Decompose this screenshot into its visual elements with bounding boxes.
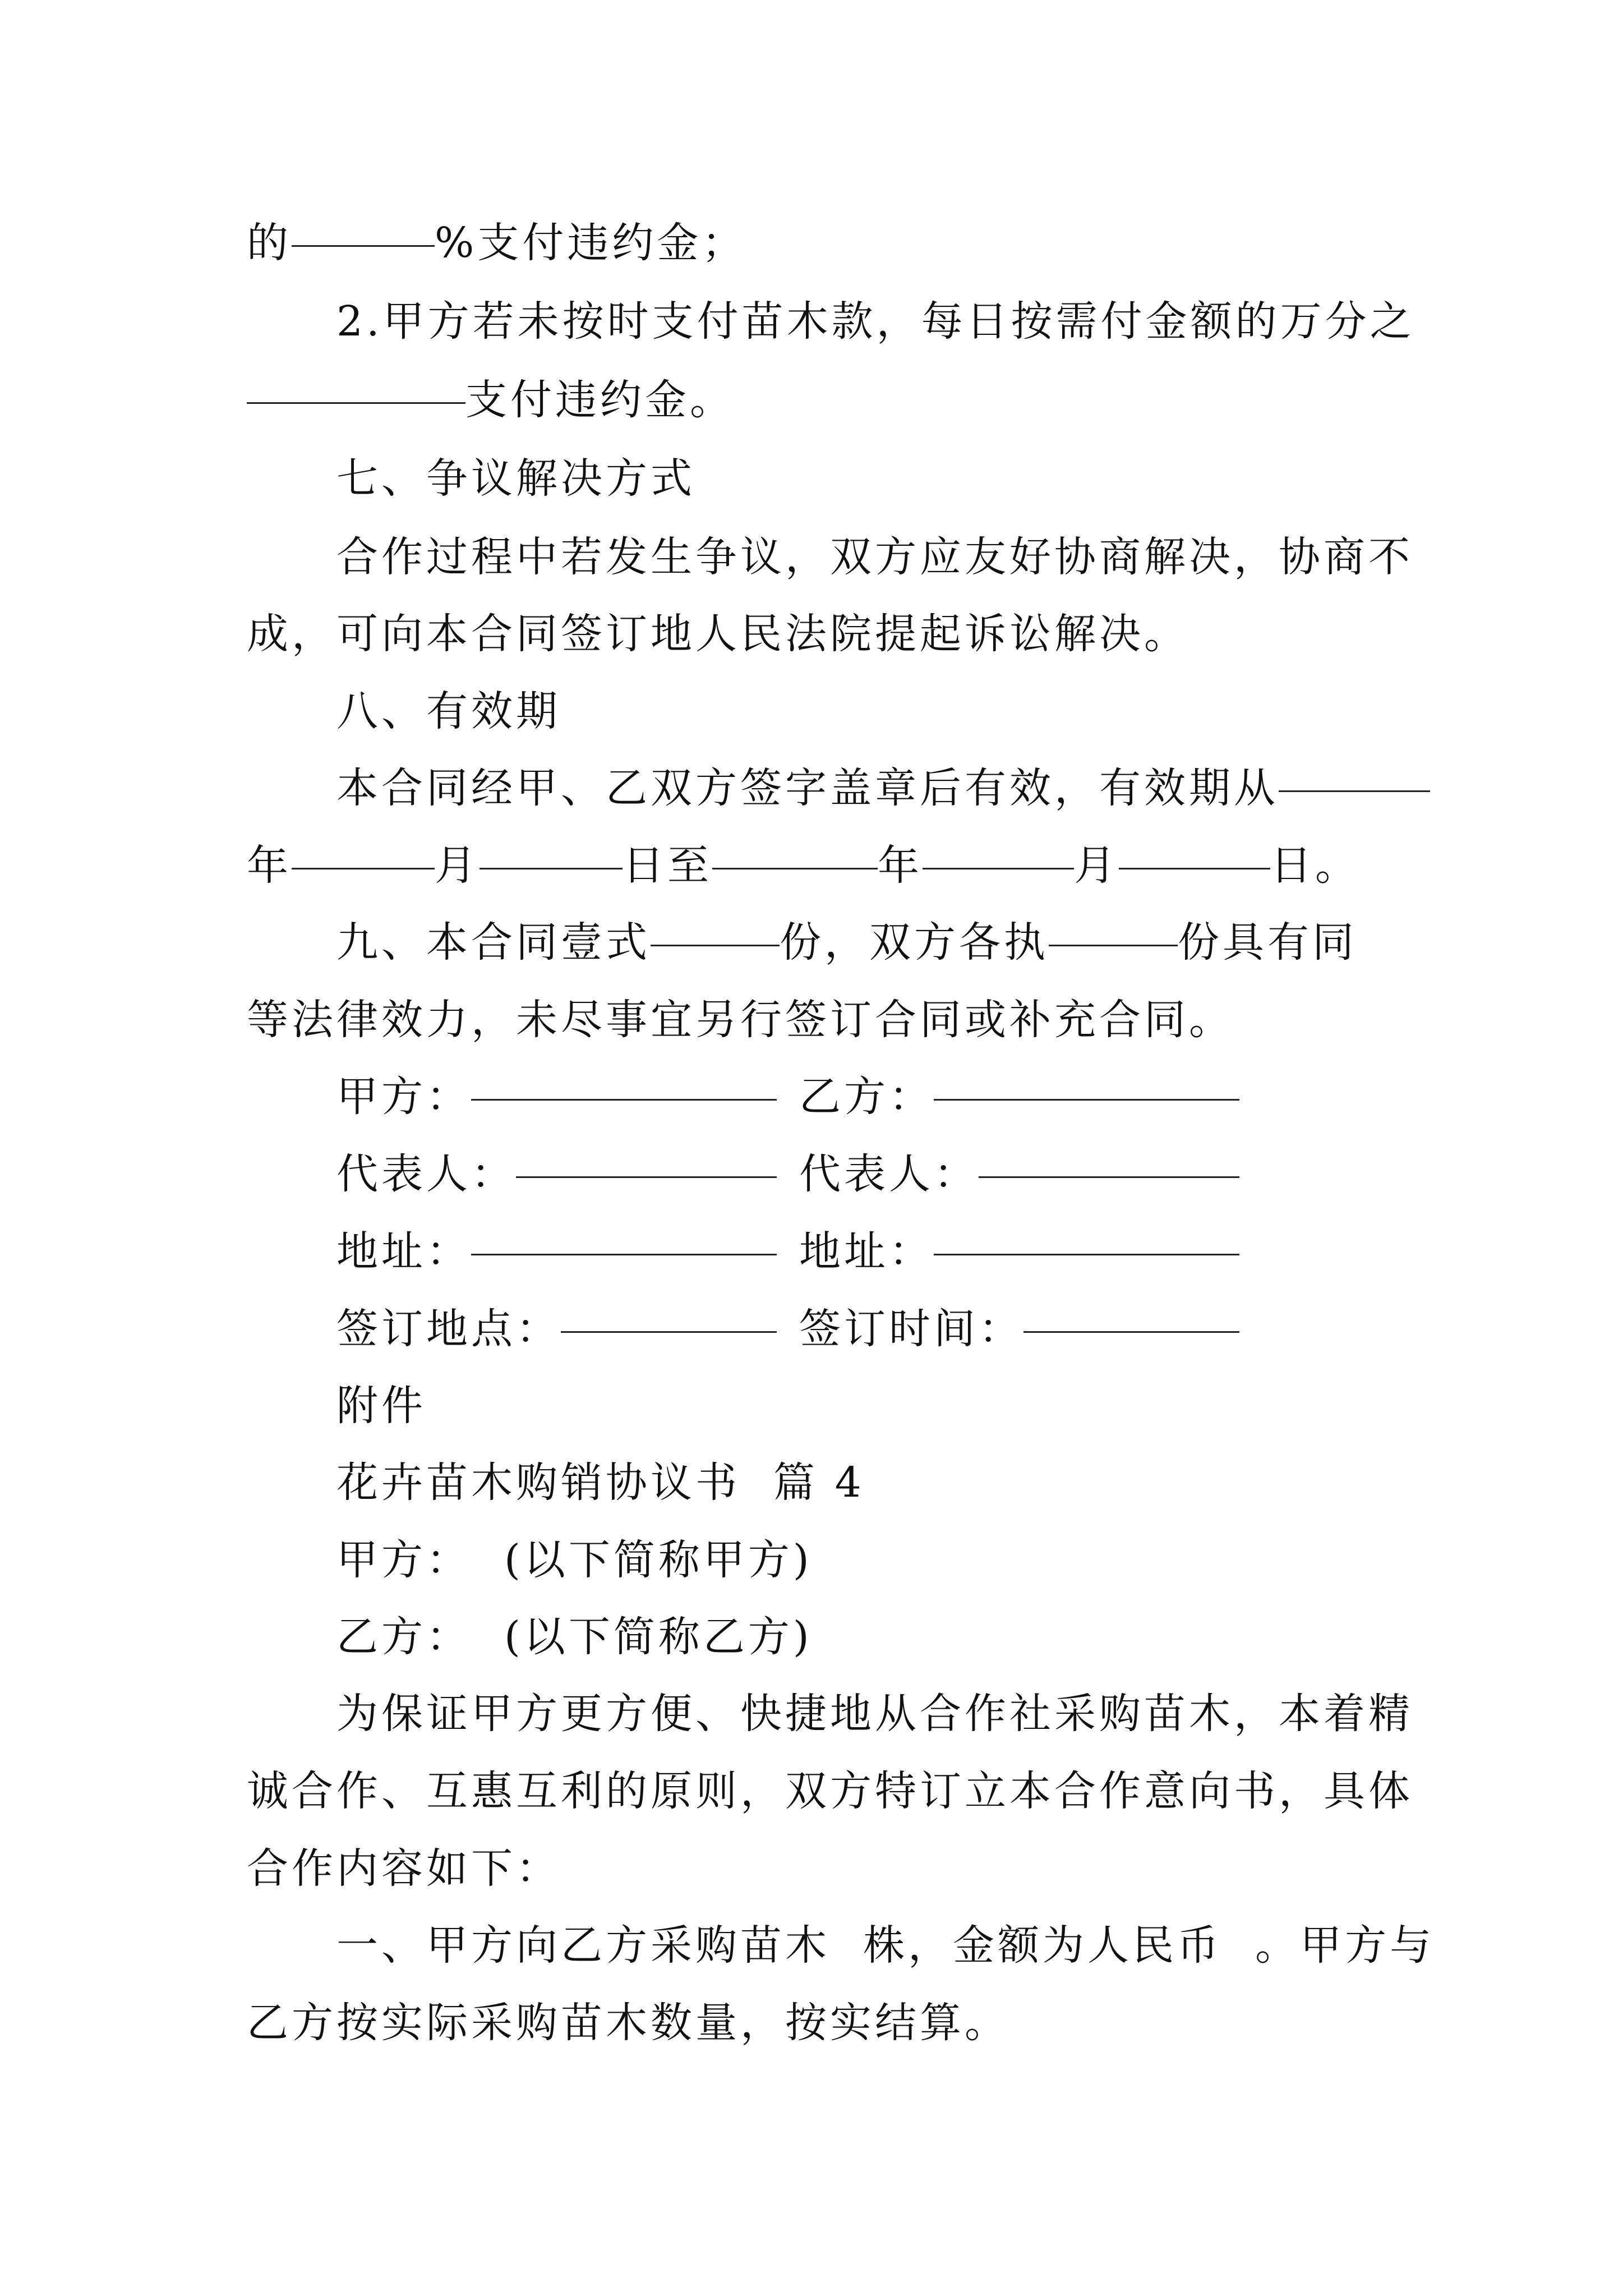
- party-a-signature: [336, 1066, 777, 1128]
- day-label: 日至: [623, 841, 712, 890]
- text-fragment: 九、本合同壹式: [336, 918, 651, 967]
- rep-a-signature: [336, 1143, 777, 1205]
- rep-a-label: 代表人：: [336, 1150, 516, 1198]
- text-line: 乙方按实际采购苗木数量，按实结算。: [247, 1999, 1009, 2047]
- blank-field: [1119, 857, 1270, 869]
- text-line: [247, 369, 735, 431]
- blank-field: [247, 391, 465, 404]
- blank-field: [292, 234, 435, 247]
- blank-field: [1023, 1320, 1239, 1333]
- blank-field: [292, 857, 435, 869]
- text-fragment: 的: [247, 219, 292, 267]
- text-line: 一、甲方向乙方采购苗木 株，金额为人民币 。甲方与: [336, 1921, 1435, 1970]
- time-signature: [799, 1298, 1239, 1360]
- blank-field: [923, 857, 1074, 869]
- addr-b-signature: [799, 1221, 1239, 1282]
- blank-field: [1049, 933, 1178, 946]
- date-range-line: [247, 835, 1360, 896]
- blank-field: [712, 857, 878, 869]
- blank-field: [471, 1243, 777, 1255]
- blank-field: [651, 933, 780, 946]
- party-b-signature: [799, 1066, 1239, 1128]
- addr-b-label: 地址：: [799, 1227, 934, 1276]
- text-fragment: %支付违约金；: [435, 219, 747, 267]
- text-line: 合作过程中若发生争议，双方应友好协商解决，协商不: [336, 533, 1413, 581]
- text-fragment: 本合同经甲、乙双方签字盖章后有效，有效期从: [336, 764, 1279, 812]
- rep-b-label: 代表人：: [799, 1150, 979, 1198]
- time-label: 签订时间：: [799, 1305, 1023, 1353]
- text-fragment: 支付违约金。: [465, 376, 735, 424]
- blank-field: [479, 857, 623, 869]
- text-line: 2.甲方若未按时支付苗木款，每日按需付金额的万分之: [336, 297, 1415, 346]
- addr-a-signature: [336, 1221, 777, 1282]
- party-b-intro: 乙方： (以下简称乙方): [336, 1613, 813, 1661]
- party-b-label: 乙方：: [799, 1073, 934, 1121]
- place-signature: [336, 1298, 777, 1360]
- party-a-intro: 甲方： (以下简称甲方): [336, 1536, 813, 1584]
- section-heading: 八、有效期: [336, 687, 561, 735]
- section-heading: 七、争议解决方式: [336, 454, 695, 503]
- month-label: 月: [435, 841, 479, 890]
- text-line: 合作内容如下：: [247, 1844, 561, 1893]
- blank-field: [979, 1165, 1239, 1178]
- text-line: 诚合作、互惠互利的原则，双方特订立本合作意向书，具体: [247, 1767, 1413, 1815]
- text-line: [336, 912, 1357, 973]
- text-fragment: 份，双方各执: [780, 918, 1049, 967]
- day-label: 日。: [1270, 841, 1360, 890]
- blank-field: [561, 1320, 777, 1333]
- addr-a-label: 地址：: [336, 1227, 471, 1276]
- blank-field: [471, 1088, 777, 1101]
- blank-field: [1279, 779, 1430, 792]
- text-line: 成，可向本合同签订地人民法院提起诉讼解决。: [247, 610, 1189, 658]
- month-label: 月: [1074, 841, 1119, 890]
- text-line: [247, 212, 746, 274]
- rep-b-signature: [799, 1143, 1239, 1205]
- place-label: 签订地点：: [336, 1305, 561, 1353]
- blank-field: [934, 1243, 1239, 1255]
- blank-field: [934, 1088, 1239, 1101]
- attachment-label: 附件: [336, 1382, 426, 1430]
- text-fragment: 份具有同: [1178, 918, 1357, 967]
- year-label: 年: [247, 841, 292, 890]
- text-line: 等法律效力，未尽事宜另行签订合同或补充合同。: [247, 996, 1234, 1044]
- text-line: [336, 757, 1430, 819]
- blank-field: [516, 1165, 777, 1178]
- party-a-label: 甲方：: [336, 1073, 471, 1121]
- text-line: 为保证甲方更方便、快捷地从合作社采购苗木，本着精: [336, 1690, 1413, 1738]
- year-label: 年: [878, 841, 923, 890]
- section-title: 花卉苗木购销协议书 篇 4: [336, 1458, 865, 1507]
